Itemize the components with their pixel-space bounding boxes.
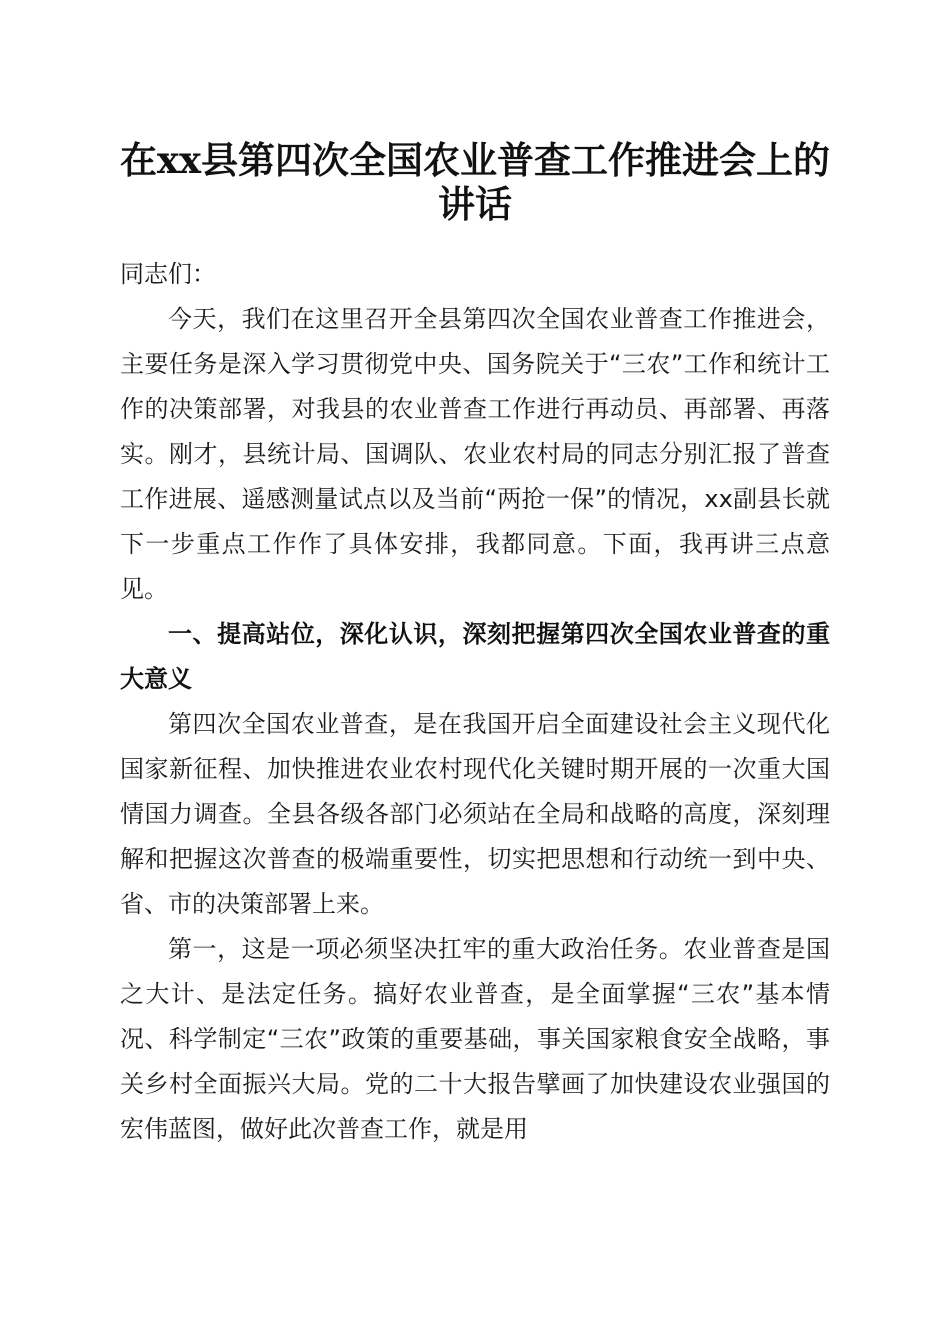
document-title: 在xx县第四次全国农业普查工作推进会上的讲话 [119, 138, 831, 226]
paragraph-point-one: 第一，这是一项必须坚决扛牢的重大政治任务。农业普查是国之大计、是法定任务。搞好农业普查，是全面掌握“三农”基本情况、科学制定“三农”政策的重要基础，事关国家粮食安全战略，事关乡村全面振兴大局。党的二十大报告擘画了加快建设农业强国的宏伟蓝图，做好此次普查工作，就是用 [120, 935, 830, 1143]
salutation: 同志们： [120, 260, 216, 288]
document-body [120, 252, 830, 1152]
paragraph-opening: 今天，我们在这里召开全县第四次全国农业普查工作推进会，主要任务是深入学习贯彻党中央、国务院关于“三农”工作和统计工作的决策部署，对我县的农业普查工作进行再动员、再部署、再落实。刚才，县统计局、国调队、农业农村局的同志分别汇报了普查工作进展、遥感测量试点以及当前“两抢一保”的情况，xx副县长就下一步重点工作作了具体安排，我都同意。下面，我再讲三点意见。 [120, 305, 830, 603]
paragraph-significance: 第四次全国农业普查，是在我国开启全面建设社会主义现代化国家新征程、加快推进农业农村现代化关键时期开展的一次重大国情国力调查。全县各级各部门必须站在全局和战略的高度，深刻理解和把握这次普查的极端重要性，切实把思想和行动统一到中央、省、市的决策部署上来。 [120, 710, 830, 918]
section-heading-1: 一、提高站位，深化认识，深刻把握第四次全国农业普查的重大意义 [120, 620, 830, 693]
